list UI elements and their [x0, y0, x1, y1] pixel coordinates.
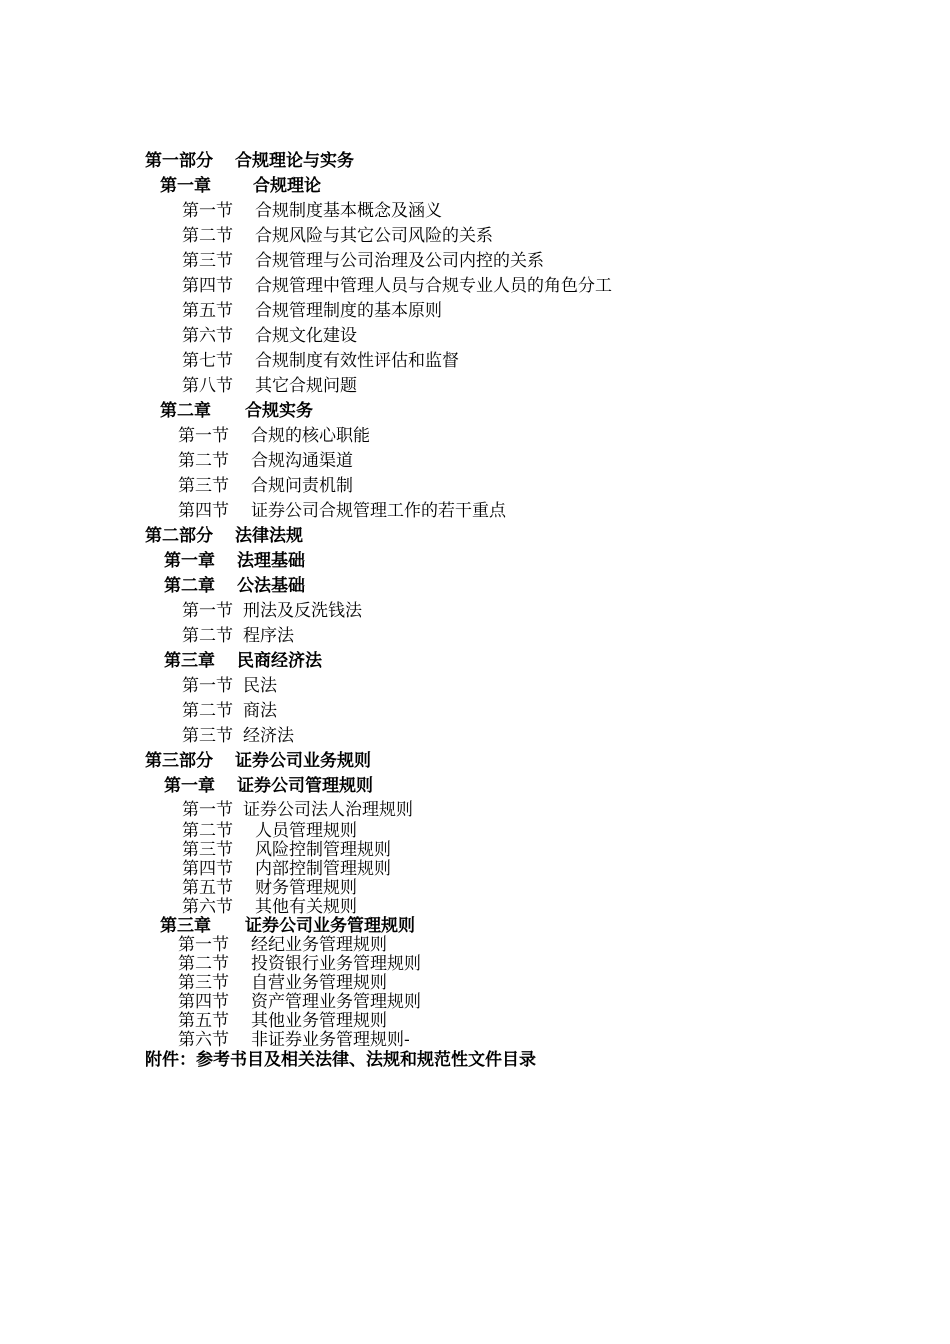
toc-section-label: 第二节 — [182, 821, 233, 841]
toc-section — [178, 1032, 410, 1049]
toc-chapter-label: 第二章 — [164, 576, 215, 596]
toc-section — [182, 678, 277, 695]
toc-section — [182, 278, 612, 295]
toc-section — [182, 861, 391, 878]
toc-section — [182, 628, 294, 645]
toc-section-label: 第四节 — [182, 276, 233, 296]
toc-section — [182, 378, 357, 395]
toc-chapter-1-2 — [160, 403, 313, 420]
toc-chapter-label: 第一章 — [160, 176, 211, 196]
toc-section — [182, 203, 442, 220]
toc-section-label: 第三节 — [182, 251, 233, 271]
toc-part-2 — [145, 528, 303, 545]
toc-part-3 — [145, 753, 371, 770]
toc-section-label: 第七节 — [182, 351, 233, 371]
toc-section-label: 第一节 — [178, 426, 229, 446]
toc-section-label: 第六节 — [182, 897, 233, 917]
toc-section-title: 投资银行业务管理规则 — [251, 954, 421, 974]
toc-section-label: 第一节 — [182, 601, 233, 621]
toc-part-label: 第三部分 — [145, 751, 213, 771]
toc-section — [182, 328, 357, 345]
toc-chapter-title: 证券公司管理规则 — [237, 776, 373, 796]
toc-section-label: 第三节 — [178, 476, 229, 496]
toc-section-title: 合规文化建设 — [255, 326, 357, 346]
toc-chapter-title: 合规理论 — [253, 176, 321, 196]
toc-chapter-2-3 — [164, 653, 322, 670]
toc-section-label: 第二节 — [182, 626, 233, 646]
toc-section-label: 第六节 — [178, 1030, 229, 1050]
toc-section — [182, 880, 357, 897]
toc-section-title: 合规问责机制 — [251, 476, 353, 496]
toc-section — [182, 253, 544, 270]
toc-section-label: 第二节 — [182, 226, 233, 246]
toc-section-label: 第五节 — [178, 1011, 229, 1031]
toc-section-label: 第一节 — [182, 201, 233, 221]
toc-section-title: 程序法 — [243, 626, 294, 646]
toc-section-label: 第一节 — [178, 935, 229, 955]
toc-chapter-label: 第二章 — [160, 401, 211, 421]
toc-section-label: 第二节 — [182, 701, 233, 721]
toc-section-label: 第五节 — [182, 878, 233, 898]
toc-part-1 — [145, 153, 354, 170]
toc-section-title: 证券公司合规管理工作的若干重点 — [251, 501, 506, 521]
toc-chapter-title: 证券公司业务管理规则 — [245, 916, 415, 936]
toc-section-title: 人员管理规则 — [255, 821, 357, 841]
toc-section — [178, 937, 387, 954]
toc-section-label: 第五节 — [182, 301, 233, 321]
toc-section — [182, 353, 459, 370]
toc-section — [178, 1013, 387, 1030]
toc-section-label: 第二节 — [178, 954, 229, 974]
toc-chapter-2-1 — [164, 553, 305, 570]
toc-chapter-label: 第一章 — [164, 776, 215, 796]
toc-section-title: 商法 — [243, 701, 277, 721]
toc-section — [182, 728, 294, 745]
toc-section-title: 合规管理制度的基本原则 — [255, 301, 442, 321]
toc-section — [178, 478, 353, 495]
toc-section-title: 合规风险与其它公司风险的关系 — [255, 226, 493, 246]
toc-section-title: 内部控制管理规则 — [255, 859, 391, 879]
toc-section — [182, 823, 357, 840]
toc-section-title: 证券公司法人治理规则 — [243, 800, 413, 820]
toc-chapter-title: 民商经济法 — [237, 651, 322, 671]
toc-chapter-label: 第三章 — [164, 651, 215, 671]
toc-section — [178, 503, 506, 520]
toc-appendix-label: 附件： — [145, 1050, 196, 1070]
toc-section-title: 非证券业务管理规则- — [251, 1030, 410, 1050]
toc-section-title: 资产管理业务管理规则 — [251, 992, 421, 1012]
toc-section — [182, 842, 391, 859]
toc-section — [182, 703, 277, 720]
toc-chapter-2-2 — [164, 578, 305, 595]
toc-part-title: 合规理论与实务 — [235, 151, 354, 171]
toc-part-label: 第一部分 — [145, 151, 213, 171]
toc-part-title: 法律法规 — [235, 526, 303, 546]
toc-section-label: 第四节 — [182, 859, 233, 879]
toc-section — [182, 303, 442, 320]
toc-part-title: 证券公司业务规则 — [235, 751, 371, 771]
toc-part-label: 第二部分 — [145, 526, 213, 546]
toc-section-label: 第一节 — [182, 676, 233, 696]
toc-section-title: 合规制度基本概念及涵义 — [255, 201, 442, 221]
toc-section-label: 第三节 — [178, 973, 229, 993]
toc-section-title: 合规管理中管理人员与合规专业人员的角色分工 — [255, 276, 612, 296]
toc-section-title: 刑法及反洗钱法 — [243, 601, 362, 621]
toc-section — [182, 228, 493, 245]
toc-section — [178, 428, 370, 445]
toc-chapter-1-1 — [160, 178, 321, 195]
toc-section-title: 风险控制管理规则 — [255, 840, 391, 860]
toc-section-title: 财务管理规则 — [255, 878, 357, 898]
toc-section — [182, 899, 357, 916]
toc-section-label: 第四节 — [178, 501, 229, 521]
toc-section-label: 第三节 — [182, 840, 233, 860]
toc-section-label: 第四节 — [178, 992, 229, 1012]
toc-chapter-title: 法理基础 — [237, 551, 305, 571]
toc-section-title: 经济法 — [243, 726, 294, 746]
toc-chapter-label: 第三章 — [160, 916, 211, 936]
toc-section-label: 第三节 — [182, 726, 233, 746]
toc-section-title: 民法 — [243, 676, 277, 696]
toc-section-title: 经纪业务管理规则 — [251, 935, 387, 955]
toc-section — [178, 994, 421, 1011]
toc-section-label: 第二节 — [178, 451, 229, 471]
toc-section — [182, 603, 362, 620]
toc-section-title: 其它合规问题 — [255, 376, 357, 396]
toc-chapter-title: 合规实务 — [245, 401, 313, 421]
toc-section-label: 第一节 — [182, 800, 233, 820]
toc-section — [182, 802, 413, 819]
toc-section-label: 第六节 — [182, 326, 233, 346]
toc-section-title: 合规沟通渠道 — [251, 451, 353, 471]
toc-chapter-title: 公法基础 — [237, 576, 305, 596]
toc-chapter-3-1 — [164, 778, 373, 795]
toc-chapter-3-3 — [160, 918, 415, 935]
toc-appendix-title: 参考书目及相关法律、法规和规范性文件目录 — [196, 1050, 536, 1070]
toc-appendix — [145, 1052, 536, 1069]
toc-section-title: 自营业务管理规则 — [251, 973, 387, 993]
toc-section-title: 合规的核心职能 — [251, 426, 370, 446]
toc-section — [178, 956, 421, 973]
toc-section-label: 第八节 — [182, 376, 233, 396]
toc-section — [178, 975, 387, 992]
toc-chapter-label: 第一章 — [164, 551, 215, 571]
toc-section-title: 其他有关规则 — [255, 897, 357, 917]
toc-section — [178, 453, 353, 470]
toc-section-title: 合规制度有效性评估和监督 — [255, 351, 459, 371]
toc-section-title: 其他业务管理规则 — [251, 1011, 387, 1031]
toc-section-title: 合规管理与公司治理及公司内控的关系 — [255, 251, 544, 271]
